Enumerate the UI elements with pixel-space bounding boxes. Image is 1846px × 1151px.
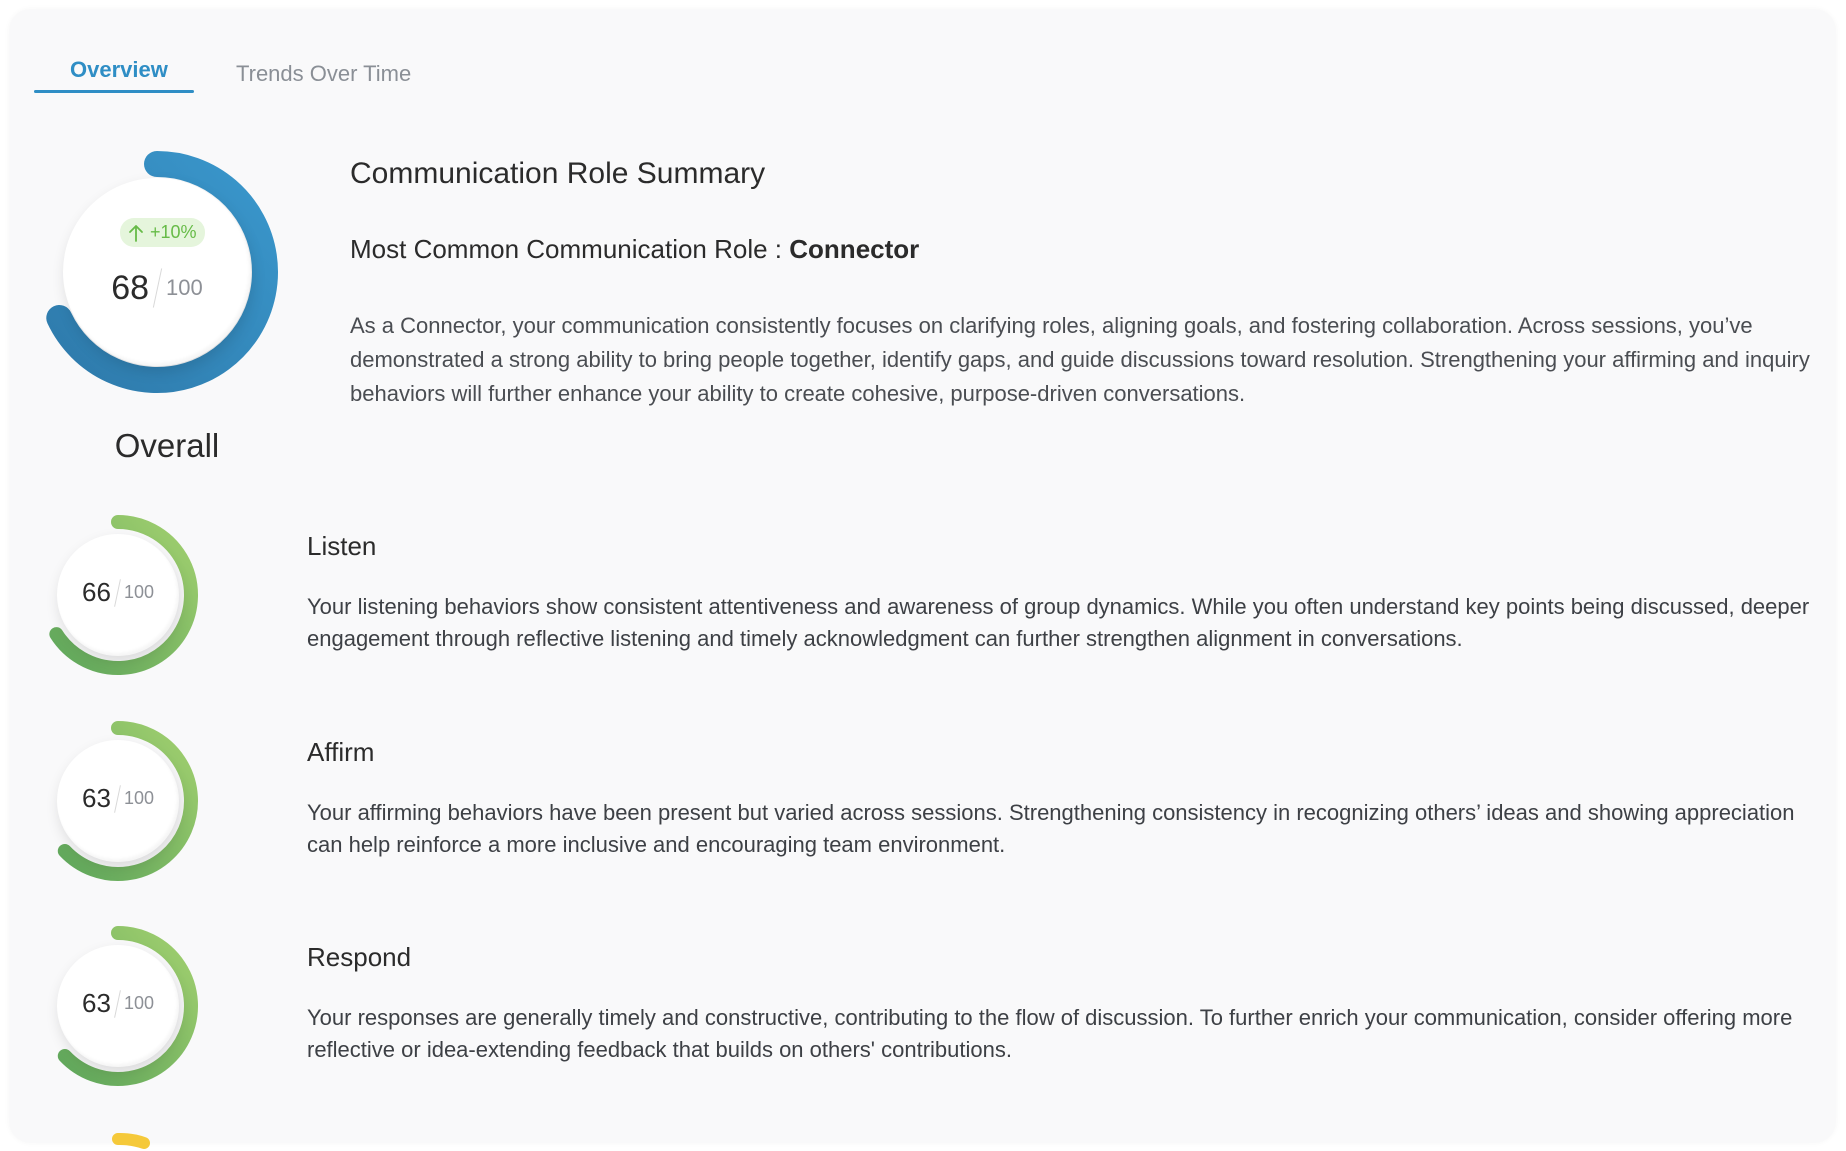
score-value: 63 <box>82 783 111 813</box>
partial-gauge <box>38 1131 198 1151</box>
role-name: Connector <box>789 234 920 264</box>
score-max: 100 <box>123 582 154 602</box>
divider <box>114 785 121 813</box>
listen-score <box>38 577 198 608</box>
change-value: +10% <box>150 222 197 242</box>
score-max: 100 <box>123 788 154 808</box>
overview-card <box>9 9 1836 1143</box>
divider <box>153 268 162 307</box>
affirm-score <box>38 783 198 814</box>
partial-arc <box>38 1131 198 1151</box>
affirm-title: Affirm <box>307 737 375 767</box>
listen-description: Your listening behaviors show consistent attentiveness and awareness of group dynamics. While you often understand key points being discussed, deeper engagement through reflective listening and timely acknowledgment can further strengthen alignment in conversations. <box>307 594 1810 651</box>
listen-score-gauge <box>38 515 198 675</box>
most-common-role <box>350 234 919 265</box>
respond-score <box>38 988 198 1019</box>
divider <box>114 579 121 607</box>
tab-trends-over-time[interactable]: Trends Over Time <box>236 61 412 86</box>
active-tab-indicator <box>34 90 194 93</box>
summary-title: Communication Role Summary <box>350 157 766 190</box>
overall-score <box>35 268 279 308</box>
divider <box>114 990 121 1018</box>
score-value: 68 <box>111 268 150 307</box>
score-value: 66 <box>82 577 111 607</box>
respond-score-gauge <box>38 926 198 1086</box>
respond-title: Respond <box>307 942 412 972</box>
overall-score-gauge <box>35 150 279 394</box>
affirm-description: Your affirming behaviors have been present but varied across sessions. Strengthening consistency in recognizing others’ ideas and showing appreciation can help reinforce a more inclusive and encouraging team environment. <box>307 800 1795 857</box>
summary-description: As a Connector, your communication consistently focuses on clarifying roles, aligning goals, and fostering collaboration. Across sessions, you’ve demonstrated a strong ability to bring people together, identify gaps, and guide discussions toward resolution. Strengthening your affirming and inquiry behaviors will further enhance your ability to create cohesive, purpose-driven conversations. <box>350 313 1810 406</box>
role-prefix: Most Common Communication Role : <box>350 234 790 264</box>
overall-label: Overall <box>114 427 220 464</box>
tab-overview[interactable]: Overview <box>70 57 168 82</box>
score-max: 100 <box>166 275 203 300</box>
change-badge <box>120 218 205 247</box>
affirm-score-gauge <box>38 721 198 881</box>
score-value: 63 <box>82 988 111 1018</box>
listen-title: Listen <box>307 531 377 561</box>
arrow-up-icon <box>128 224 144 242</box>
score-max: 100 <box>123 993 154 1013</box>
respond-description: Your responses are generally timely and constructive, contributing to the flow of discussion. To further enrich your communication, consider offering more reflective or idea-extending feedback that builds on others' contributions. <box>307 1005 1793 1062</box>
